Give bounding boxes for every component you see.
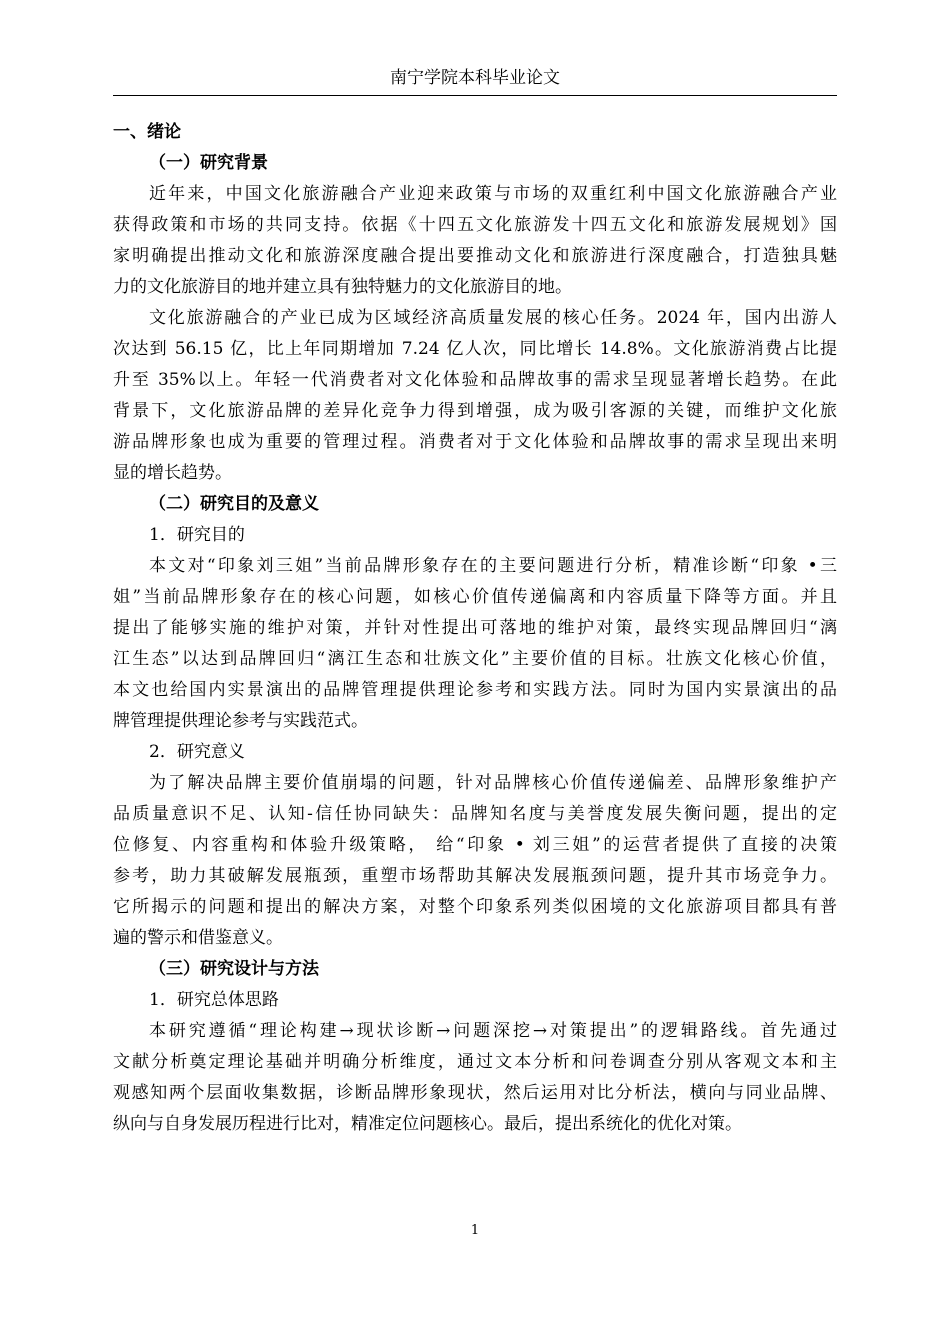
paragraph-line: 力的文化旅游目的地并建立具有独特魅力的文化旅游目的地。: [113, 277, 572, 297]
paragraph-line: 获得政策和市场的共同支持。依据《十四五文化旅游发十四五文化和旅游发展规划》国: [113, 215, 837, 235]
paragraph-purpose: [113, 551, 837, 737]
paragraph-line: 次达到 56.15 亿，比上年同期增加 7.24 亿人次，同比增长 14.8%。文化旅游消费占比提: [113, 339, 837, 359]
paragraph-line: 为了解决品牌主要价值崩塌的问题，针对品牌核心价值传递偏差、品牌形象维护产: [149, 773, 837, 793]
section-heading-background: （一）研究背景: [149, 153, 268, 173]
paragraph-line: 江生态”以达到品牌回归“漓江生态和壮族文化”主要价值的目标。壮族文化核心价值，: [113, 649, 837, 669]
paragraph-line: 它所揭示的问题和提出的解决方案，对整个印象系列类似困境的文化旅游项目都具有普: [113, 897, 837, 917]
section-heading-purpose: （二）研究目的及意义: [149, 494, 319, 514]
paragraph-line: 位修复、内容重构和体验升级策略， 给“印象 • 刘三姐”的运营者提供了直接的决策: [113, 835, 837, 855]
paragraph-significance: [113, 768, 837, 954]
subsection-heading-design: 1．研究总体思路: [149, 990, 279, 1010]
paragraph-line: 背景下，文化旅游品牌的差异化竞争力得到增强，成为吸引客源的关键，而维护文化旅: [113, 401, 837, 421]
paragraph-line: 本文对“印象刘三姐”当前品牌形象存在的主要问题进行分析，精准诊断“印象 •三: [149, 556, 837, 576]
paragraph-line: 提出了能够实施的维护对策，并针对性提出可落地的维护对策，最终实现品牌回归“漓: [113, 618, 837, 638]
paragraph-line: 本研究遵循“理论构建→现状诊断→问题深挖→对策提出”的逻辑路线。首先通过: [149, 1021, 837, 1041]
paragraph-line: 品质量意识不足、认知-信任协同缺失：品牌知名度与美誉度发展失衡问题，提出的定: [113, 804, 837, 824]
paragraph-background-2: [113, 303, 837, 489]
paragraph-line: 本文也给国内实景演出的品牌管理提供理论参考和实践方法。同时为国内实景演出的品: [113, 680, 837, 700]
page-body: [113, 117, 837, 1140]
subsection-heading-significance: 2．研究意义: [149, 742, 245, 762]
page-number: 1: [470, 1223, 480, 1238]
header-rule: [113, 95, 837, 96]
paragraph-line: 家明确提出推动文化和旅游深度融合提出要推动文化和旅游进行深度融合，打造独具魅: [113, 246, 837, 266]
paragraph-line: 文献分析奠定理论基础并明确分析维度，通过文本分析和问卷调查分别从客观文本和主: [113, 1052, 837, 1072]
paragraph-background-1: [113, 179, 837, 303]
paragraph-design: [113, 1016, 837, 1140]
paragraph-line: 近年来，中国文化旅游融合产业迎来政策与市场的双重红利中国文化旅游融合产业: [149, 184, 837, 204]
paragraph-line: 文化旅游融合的产业已成为区域经济高质量发展的核心任务。2024 年，国内出游人: [149, 308, 837, 328]
paragraph-line: 参考，助力其破解发展瓶颈，重塑市场帮助其解决发展瓶颈问题，提升其市场竞争力。: [113, 866, 837, 886]
paragraph-line: 显的增长趋势。: [113, 463, 232, 483]
paragraph-line: 遍的警示和借鉴意义。: [113, 928, 283, 948]
running-header: 南宁学院本科毕业论文: [390, 68, 560, 88]
subsection-heading-purpose: 1．研究目的: [149, 525, 245, 545]
paragraph-line: 姐”当前品牌形象存在的核心问题，如核心价值传递偏离和内容质量下降等方面。并且: [113, 587, 837, 607]
paragraph-line: 纵向与自身发展历程进行比对，精准定位问题核心。最后，提出系统化的优化对策。: [113, 1114, 742, 1134]
paragraph-line: 观感知两个层面收集数据，诊断品牌形象现状，然后运用对比分析法，横向与同业品牌、: [113, 1083, 837, 1103]
chapter-heading: 一、绪论: [113, 122, 181, 142]
paragraph-line: 升至 35%以上。年轻一代消费者对文化体验和品牌故事的需求呈现显著增长趋势。在此: [113, 370, 837, 390]
section-heading-design: （三）研究设计与方法: [149, 959, 319, 979]
paragraph-line: 牌管理提供理论参考与实践范式。: [113, 711, 368, 731]
paragraph-line: 游品牌形象也成为重要的管理过程。消费者对于文化体验和品牌故事的需求呈现出来明: [113, 432, 837, 452]
